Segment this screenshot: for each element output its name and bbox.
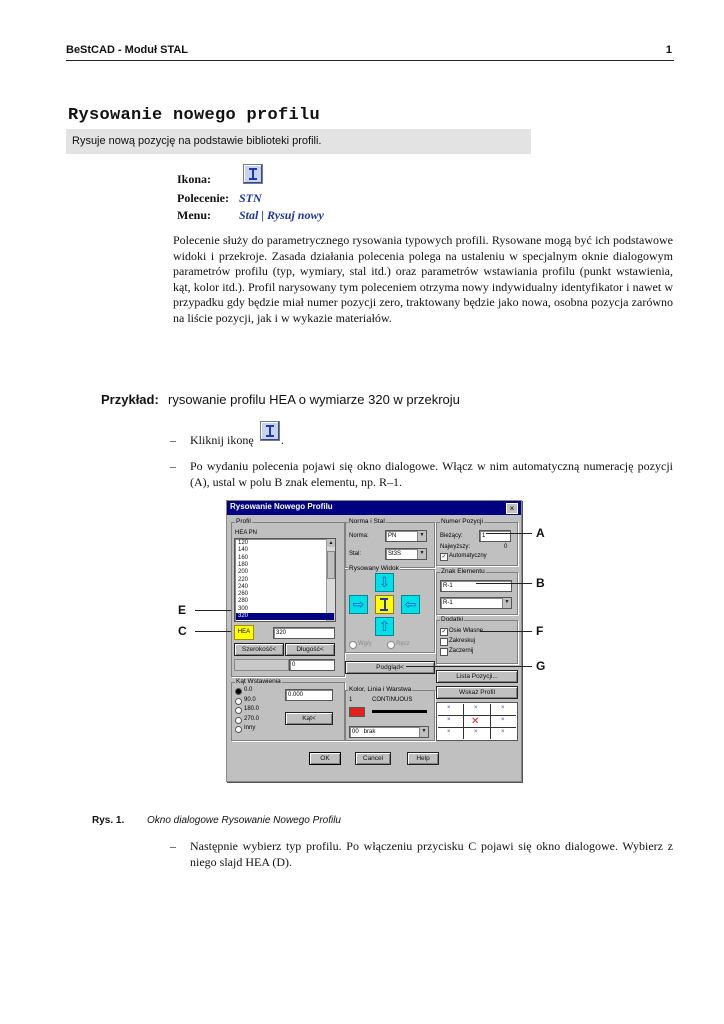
auto-checkbox[interactable]: ✓	[441, 554, 447, 560]
linetype-label: CONTINUOUS	[372, 697, 413, 703]
angle-value: 0.000	[288, 692, 304, 698]
radio-auto-label: Wg/y	[358, 641, 372, 647]
preview-button[interactable]: Podgląd<	[345, 661, 435, 674]
steel-combo[interactable]	[385, 548, 427, 560]
chevron-down-icon[interactable]: ▼	[502, 598, 511, 608]
angle-radio-label: 0.0	[244, 687, 253, 693]
angle-radio[interactable]	[235, 726, 242, 733]
callout-a: A	[536, 526, 545, 540]
ibeam-icon	[249, 168, 257, 180]
profile-list[interactable]	[234, 538, 336, 622]
close-icon[interactable]: ×	[506, 503, 518, 514]
figure-number: Rys. 1.	[92, 815, 125, 826]
step3-dash: –	[170, 839, 176, 853]
cross-icon: ×	[474, 729, 478, 735]
step2-dash: –	[170, 459, 176, 473]
mark-value: R-1	[443, 583, 453, 589]
profile-list-item[interactable]: 200	[238, 569, 249, 576]
color-swatch[interactable]	[349, 707, 365, 717]
steel-label: Stal:	[349, 551, 362, 557]
step1-dash: –	[170, 433, 176, 447]
view-top-button[interactable]	[375, 573, 394, 592]
extras-checkbox-label: Zakreskuj	[449, 638, 476, 644]
step2-text: Po wydaniu polecenia pojawi się okno dialogowe. Włącz w nim automatyczną numerację pozycji (A), ustal w polu B znak elementu, np. R–1.	[190, 459, 673, 489]
callout-line-e	[195, 610, 231, 611]
command-value: STN	[239, 191, 262, 205]
hea-slide-button[interactable]	[234, 625, 254, 640]
profile-list-item[interactable]: 280	[238, 598, 249, 605]
cross-icon: ×	[447, 717, 451, 723]
example-text: rysowanie profilu HEA o wymiarze 320 w przekroju	[168, 392, 460, 407]
radio-manual[interactable]	[387, 641, 395, 649]
callout-line-f	[480, 631, 532, 632]
step1-end: .	[281, 433, 284, 447]
extras-checkbox[interactable]: ✓	[441, 629, 447, 635]
profile-size-value: 320	[276, 630, 287, 636]
command-icon[interactable]	[243, 164, 263, 184]
extras-checkbox-label: Zaczernij	[449, 648, 474, 654]
radio-auto[interactable]	[349, 641, 357, 649]
highest-value: 0	[504, 544, 508, 550]
current-value: 1	[482, 533, 486, 539]
profile-list-item[interactable]: 180	[238, 561, 249, 568]
angle-radio-label: 90.0	[244, 696, 256, 703]
layer-combo[interactable]	[349, 726, 429, 738]
profile-list-item[interactable]: 240	[238, 583, 249, 590]
ok-button[interactable]: OK	[309, 752, 341, 765]
radio-manual-label: Ręcz	[396, 641, 410, 647]
steel-value: St3S	[388, 551, 402, 557]
page-number: 1	[665, 44, 672, 56]
length-disabled-field	[234, 659, 289, 671]
arrow-left-icon: ⇦	[404, 596, 417, 612]
angle-radio[interactable]	[235, 707, 242, 714]
ibeam-icon	[380, 598, 389, 611]
length-button[interactable]: Długość<	[285, 643, 335, 656]
view-group-label: Rysowany Widok	[349, 565, 399, 572]
hea-slide-label: HEA	[237, 629, 251, 635]
header-title: BeStCAD - Moduł STAL	[66, 44, 189, 56]
angle-field[interactable]	[285, 689, 333, 701]
view-right-button[interactable]	[401, 595, 420, 614]
view-bottom-button[interactable]	[375, 617, 394, 636]
chevron-down-icon[interactable]: ▼	[417, 549, 426, 559]
cross-icon: ×	[501, 717, 505, 723]
norm-label: Norma:	[349, 533, 369, 539]
cross-icon: ✕	[471, 716, 480, 727]
profile-list-item[interactable]: 260	[238, 591, 249, 598]
scroll-up-icon[interactable]: ▲	[328, 540, 334, 546]
callout-line-a	[486, 533, 532, 534]
extras-checkbox[interactable]	[440, 638, 448, 646]
profile-list-item[interactable]: 160	[238, 554, 249, 561]
arrow-down-icon: ⇩	[378, 574, 391, 590]
callout-e: E	[178, 603, 187, 617]
angle-radio-label: 270.0	[244, 715, 260, 722]
extras-checkbox-label: Osie Własne	[449, 628, 484, 634]
icon-label: Ikona:	[177, 172, 212, 186]
callout-f: F	[536, 624, 544, 638]
chevron-down-icon[interactable]: ▼	[419, 727, 428, 737]
color-group-label: Kolor, Linia i Warstwa	[349, 686, 412, 693]
profile-list-item[interactable]: 300	[238, 605, 249, 612]
chevron-down-icon[interactable]: ▼	[417, 531, 426, 541]
view-left-button[interactable]	[349, 595, 368, 614]
cross-icon: ×	[447, 705, 451, 711]
profile-list-item[interactable]: 320	[236, 613, 334, 620]
ibeam-icon	[266, 425, 274, 437]
profile-preview-grid[interactable]	[436, 702, 518, 741]
mark-combo-value: R-1	[443, 600, 453, 606]
callout-line-b	[476, 583, 532, 584]
step1-text: Kliknij ikonę	[190, 433, 254, 447]
extras-checkbox[interactable]	[440, 648, 448, 656]
pick-profile-button[interactable]: Wskaż Profil	[436, 686, 518, 699]
callout-b: B	[536, 576, 545, 590]
color-number: 1	[349, 697, 353, 703]
callout-g: G	[536, 659, 546, 673]
angle-radio[interactable]	[235, 698, 242, 705]
norm-group	[345, 522, 435, 568]
angle-radio-label: Inny	[244, 725, 256, 731]
example-label: Przykład:	[101, 392, 159, 407]
norm-combo[interactable]	[385, 530, 427, 542]
position-group-label: Numer Pozycji	[441, 518, 483, 525]
angle-button[interactable]: Kąt<	[285, 712, 333, 725]
norm-group-label: Norma i Stal	[349, 518, 385, 525]
length-field[interactable]	[289, 659, 335, 671]
arrow-right-icon: ⇨	[352, 596, 365, 612]
profile-list-item[interactable]: 140	[238, 547, 249, 554]
cross-icon: ×	[474, 705, 478, 711]
position-list-button[interactable]: Lista Pozycji...	[436, 670, 518, 683]
arrow-up-icon: ⇧	[378, 618, 391, 634]
angle-radio[interactable]	[235, 717, 242, 724]
profile-list-item[interactable]: 220	[238, 576, 249, 583]
menu-value: Stal | Rysuj nowy	[239, 208, 324, 222]
cancel-button[interactable]: Cancel	[355, 752, 391, 765]
linetype-sample[interactable]	[372, 710, 427, 713]
profil-group-label: Profil	[236, 518, 251, 525]
view-section-button[interactable]	[375, 595, 394, 614]
cross-icon: ×	[501, 705, 505, 711]
callout-c: C	[178, 624, 187, 638]
width-button[interactable]: Szerokość<	[234, 643, 284, 656]
cross-icon: ×	[447, 729, 451, 735]
figure-caption: Okno dialogowe Rysowanie Nowego Profilu	[147, 815, 341, 826]
callout-line-g	[406, 666, 532, 667]
help-button[interactable]: Help	[407, 752, 439, 765]
norm-value: PN	[388, 533, 397, 539]
dialog-titlebar	[227, 501, 521, 515]
mark-combo[interactable]	[440, 597, 512, 609]
profile-size-field[interactable]	[273, 627, 335, 639]
layer-value: 00 brak	[352, 729, 376, 735]
dialog-window	[226, 500, 522, 782]
subtitle: Rysuje nową pozycję na podstawie biblioteki profili.	[72, 135, 322, 147]
step1-icon[interactable]	[260, 421, 280, 441]
profile-list-header: HEA PN	[235, 530, 258, 536]
current-label: Bieżący:	[440, 533, 463, 539]
auto-label: Automatyczny	[449, 553, 487, 559]
angle-group-label: Kąt Wstawienia	[236, 678, 281, 685]
command-label: Polecenie:	[177, 191, 229, 205]
angle-radio[interactable]	[235, 688, 242, 695]
callout-line-c	[195, 631, 231, 632]
length-value: 0	[292, 662, 296, 668]
highest-label: Najwyższy:	[440, 544, 471, 550]
step3-text: Następnie wybierz typ profilu. Po włączeniu przycisku C pojawi się okno dialogowe. Wybierz z niego slajd HEA (D).	[190, 839, 673, 869]
current-field[interactable]	[479, 530, 511, 542]
page-title: Rysowanie nowego profilu	[68, 106, 321, 125]
mark-group-label: Znak Elementu	[441, 568, 485, 575]
mark-field[interactable]	[440, 580, 512, 592]
cross-icon: ×	[501, 729, 505, 735]
extras-group-label: Dodatki	[441, 616, 464, 623]
profile-list-item[interactable]: 120	[238, 540, 249, 546]
angle-radio-label: 180.0	[244, 706, 260, 712]
menu-label: Menu:	[177, 208, 211, 222]
description-paragraph: Polecenie służy do parametrycznego rysowania typowych profili. Rysowane mogą być ich podstawowe widoki i przekroje. Zasada działania polecenia polega na ustaleniu w specjalnym oknie dialogowym parametrów profilu (typ, wymiary, stal itd.) oraz parametrów wstawiania profilu (punkt wstawienia, kąt, kolor itd.). Profil narysowany tym poleceniem otrzyma nowy indywidualny identyfikator i nawet w przypadku gdy będzie miał numer pozycji zero, traktowany będzie jako nowa, osobna pozycja zarówno na liście pozycji, jak i w wykazie materiałów.	[173, 233, 673, 325]
header-rule	[66, 60, 674, 61]
dialog-title: Rysowanie Nowego Profilu	[230, 502, 333, 511]
